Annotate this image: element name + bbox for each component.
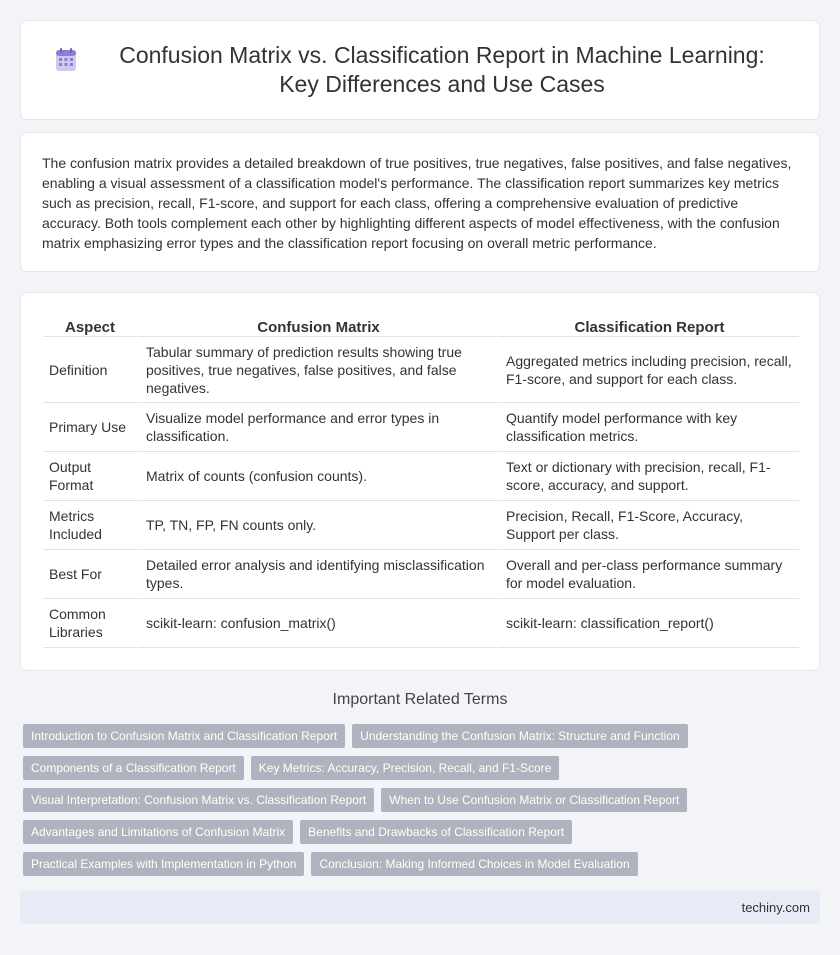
related-term-link[interactable]: Components of a Classification Report [23,756,244,780]
related-term-link[interactable]: Practical Examples with Implementation in Python [23,852,304,876]
row-confusion-matrix: Tabular summary of prediction results showing true positives, true negatives, false positives, and false negatives. [137,337,497,403]
row-classification-report: Precision, Recall, F1-Score, Accuracy, Support per class. [497,501,799,550]
comparison-table [43,313,799,648]
row-aspect: Definition [43,337,137,403]
row-classification-report: Quantify model performance with key classification metrics. [497,403,799,452]
related-terms-heading: Important Related Terms [332,691,508,708]
related-term-link[interactable]: Introduction to Confusion Matrix and Classification Report [23,724,345,748]
row-aspect: Best For [43,550,137,599]
related-term-link[interactable]: Understanding the Confusion Matrix: Structure and Function [352,724,688,748]
row-classification-report: Text or dictionary with precision, recall, F1-score, accuracy, and support. [497,452,799,501]
header-confusion-matrix: Confusion Matrix [137,313,497,337]
related-term-link[interactable]: Benefits and Drawbacks of Classification Report [300,820,572,844]
header-aspect: Aspect [43,313,137,337]
table-row [43,550,799,599]
tag-row [23,788,823,812]
tag-row [23,756,823,780]
site-name: techiny.com [741,900,810,915]
comparison-card [20,292,820,671]
tag-row [23,820,823,844]
table-row [43,337,799,403]
page-title: Confusion Matrix vs. Classification Report in Machine Learning: Key Differences and Use Cases [119,42,765,97]
row-confusion-matrix: TP, TN, FP, FN counts only. [137,501,497,550]
tag-row [23,724,823,748]
calendar-grid-icon [53,47,79,73]
table-row [43,501,799,550]
row-classification-report: Aggregated metrics including precision, recall, F1-score, and support for each class. [497,337,799,403]
related-term-link[interactable]: Key Metrics: Accuracy, Precision, Recall, and F1-Score [251,756,560,780]
row-aspect: Metrics Included [43,501,137,550]
tag-row [23,852,823,876]
table-header-row [43,313,799,337]
table-row [43,452,799,501]
row-confusion-matrix: Matrix of counts (confusion counts). [137,452,497,501]
row-confusion-matrix: Detailed error analysis and identifying misclassification types. [137,550,497,599]
summary-text: The confusion matrix provides a detailed breakdown of true positives, true negatives, false positives, and false negatives, enabling a visual assessment of a classification model's performance. The classification report summarizes key metrics such as precision, recall, F1-score, and support for each class, offering a comprehensive evaluation of predictive accuracy. Both tools complement each other by highlighting different aspects of model effectiveness, with the confusion matrix emphasizing error types and the classification report focusing on overall metric performance. [42,155,792,251]
table-row [43,403,799,452]
row-classification-report: scikit-learn: classification_report() [497,599,799,648]
header-classification-report: Classification Report [497,313,799,337]
row-confusion-matrix: Visualize model performance and error types in classification. [137,403,497,452]
related-term-link[interactable]: Conclusion: Making Informed Choices in Model Evaluation [311,852,637,876]
row-aspect: Primary Use [43,403,137,452]
row-confusion-matrix: scikit-learn: confusion_matrix() [137,599,497,648]
related-term-link[interactable]: When to Use Confusion Matrix or Classification Report [381,788,687,812]
related-term-link[interactable]: Advantages and Limitations of Confusion Matrix [23,820,293,844]
summary-card [20,132,820,272]
row-classification-report: Overall and per-class performance summary for model evaluation. [497,550,799,599]
related-term-link[interactable]: Visual Interpretation: Confusion Matrix vs. Classification Report [23,788,374,812]
row-aspect: Common Libraries [43,599,137,648]
related-terms-list [23,724,823,884]
footer [20,891,820,924]
header-card [20,20,820,120]
row-aspect: Output Format [43,452,137,501]
title-wrap [53,41,787,99]
table-row [43,599,799,648]
